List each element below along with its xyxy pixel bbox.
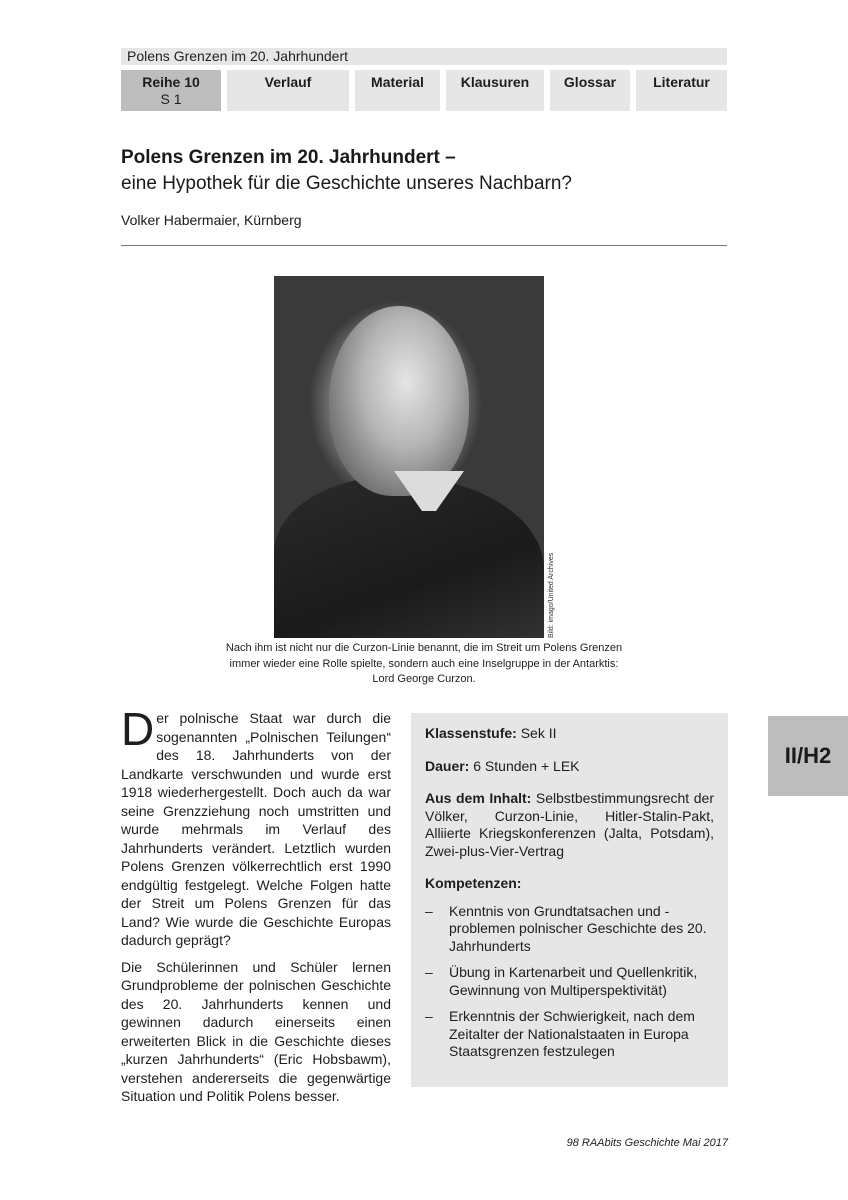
klassenstufe-value: Sek II [520, 725, 557, 741]
article-author: Volker Habermaier, Kürnberg [121, 212, 302, 228]
portrait-body [274, 476, 544, 638]
portrait-photo [274, 276, 544, 638]
article-subtitle: eine Hypothek für die Geschichte unseres Nachbarn? [121, 173, 572, 194]
dauer-label: Dauer: [425, 757, 470, 774]
list-item [425, 903, 714, 956]
dash-bullet-icon: – [425, 1008, 433, 1024]
tab-glossar[interactable]: Glossar [550, 70, 630, 111]
tab-reihe[interactable] [121, 70, 221, 111]
kompetenz-text: Übung in Kartenarbeit und Quellenkritik, Gewinnung von Multiperspektivität) [449, 964, 698, 998]
info-box [411, 713, 728, 1087]
klassenstufe-label: Klassenstufe: [425, 725, 517, 741]
photo-caption: Nach ihm ist nicht nur die Curzon-Linie benannt, die im Streit um Polens Grenzen immer wieder eine Rolle spielte, sondern auch eine Inselgruppe in der Antarktis: Lord George Curzon. [225, 642, 623, 685]
list-item [425, 1008, 714, 1061]
photo-credit: Bild: imago/United Archives [548, 552, 555, 638]
info-kompetenzen [425, 875, 714, 893]
dash-bullet-icon: – [425, 964, 433, 980]
tab-reihe-page: S 1 [160, 91, 182, 107]
intro-paragraph-1-text: er polnische Staat war durch die sogenannten „Polnischen Teilungen“ des 18. Jahrhunderts von der Landkarte verschwunden und wurde erst 1918 wiederhergestellt. Doch auch da war seine Grenzziehung noch umstritten und wurde mehrmals im Verlauf des Jahrhunderts verändert. Letztlich wurden Polens Grenzen völkerrechtlich erst 1990 endgültig festgelegt. Welche Folgen hatte der Streit um Polens Grenzen für das Land? Wie wurde die Geschichte Europas dadurch geprägt? [121, 710, 391, 948]
list-item [425, 964, 714, 999]
kompetenzen-list [425, 903, 714, 1061]
dauer-value: 6 Stunden + LEK [473, 757, 580, 774]
intro-text [121, 703, 391, 1114]
article-title: Polens Grenzen im 20. Jahrhundert – [121, 147, 456, 168]
intro-paragraph-1 [121, 703, 391, 950]
info-dauer [425, 758, 714, 776]
title-divider [121, 245, 727, 246]
page-footer: 98 RAAbits Geschichte Mai 2017 [566, 1137, 728, 1149]
section-side-tab: II/H2 [768, 716, 848, 796]
kompetenz-text: Erkenntnis der Schwierigkeit, nach dem Zeitalter der Nationalstaaten in Europa Staatsgrenzen festzulegen [449, 1008, 695, 1059]
kompetenzen-label: Kompetenzen: [425, 875, 522, 891]
dash-bullet-icon: – [425, 902, 433, 919]
kompetenz-text: Kenntnis von Grundtatsachen und -problemen polnischer Geschichte des 20. Jahrhunderts [449, 902, 707, 954]
intro-paragraph-2: Die Schülerinnen und Schüler lernen Grundprobleme der polnischen Geschichte des 20. Jahrhunderts kennen und gewinnen dadurch einerseits einen erweiterten Blick in die Geschichte dieses „kurzen Jahrhunderts“ (Eric Hobsbawm), verstehen andererseits die gegenwärtige Situation und Politik Polens besser. [121, 958, 391, 1104]
tab-material[interactable]: Material [355, 70, 440, 111]
drop-cap: D [121, 703, 155, 755]
inhalt-label: Aus dem Inhalt: [425, 790, 532, 806]
tab-klausuren[interactable]: Klausuren [446, 70, 544, 111]
info-klassenstufe [425, 725, 714, 743]
tab-verlauf[interactable]: Verlauf [227, 70, 349, 111]
info-inhalt [425, 790, 714, 860]
tab-reihe-label: Reihe 10 [142, 74, 200, 90]
portrait-head [329, 306, 469, 496]
tab-literatur[interactable]: Literatur [636, 70, 727, 111]
series-title-bar: Polens Grenzen im 20. Jahrhundert [121, 48, 727, 65]
inhalt-value: Selbstbestimmungsrecht der Völker, Curzon-Linie, Hitler-Stalin-Pakt, Alliierte Kriegskonferenzen (Jalta, Potsdam), Zwei-plus-Vier-Vertrag [425, 790, 714, 859]
